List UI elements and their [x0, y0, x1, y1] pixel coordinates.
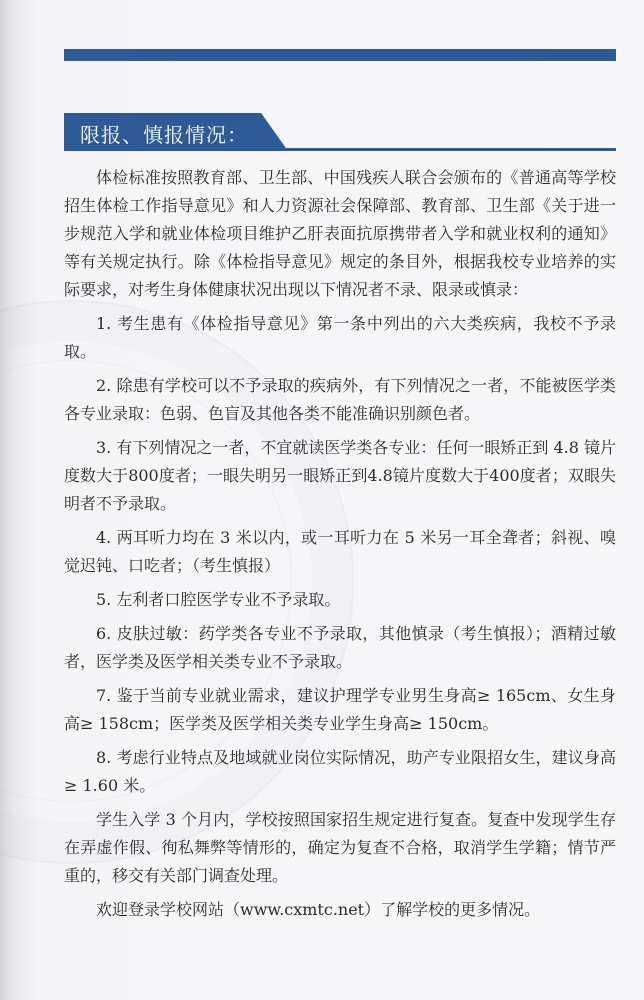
item-2: 2. 除患有学校可以不予录取的疾病外，有下列情况之一者，不能被医学类各专业录取：色弱、色盲及其他各类不能准确识别颜色者。: [64, 376, 616, 423]
item-8: 8. 考虑行业特点及地域就业岗位实际情况，助产专业限招女生，建议身高≥ 1.60 米。: [64, 748, 616, 795]
item-6: 6. 皮肤过敏：药学类各专业不予录取，其他慎录（考生慎报）；酒精过敏者，医学类及医学相关类专业不予录取。: [64, 624, 616, 671]
item-4: 4. 两耳听力均在 3 米以内，或一耳听力在 5 米另一耳全聋者；斜视、嗅觉迟钝、口吃者；（考生慎报）: [64, 528, 616, 575]
body-text: [64, 164, 616, 928]
intro-paragraph: 体检标准按照教育部、卫生部、中国残疾人联合会颁布的《普通高等学校招生体检工作指导意见》和人力资源社会保障部、教育部、卫生部《关于进一步规范入学和就业体检项目维护乙肝表面抗原携带者入学和就业权利的通知》等有关规定执行。除《体检指导意见》规定的条目外，根据我校专业培养的实际要求，对考生身体健康状况出现以下情况者不录、限录或慎录：: [64, 168, 616, 299]
section-title: 限报、慎报情况：: [80, 123, 248, 147]
item-3: 3. 有下列情况之一者，不宜就读医学类各专业：任何一眼矫正到 4.8 镜片度数大于800度者；一眼失明另一眼矫正到4.8镜片度数大于400度者；双眼失明者不予录取。: [64, 438, 616, 513]
recheck-paragraph: 学生入学 3 个月内，学校按照国家招生规定进行复查。复查中发现学生存在弄虚作假、徇私舞弊等情形的，确定为复查不合格，取消学生学籍；情节严重的，移交有关部门调查处理。: [64, 810, 616, 885]
item-1: 1. 考生患有《体检指导意见》第一条中列出的六大类疾病，我校不予录取。: [64, 314, 616, 361]
website-paragraph: 欢迎登录学校网站（www.cxmtc.net）了解学校的更多情况。: [96, 900, 541, 919]
item-5: 5. 左利者口腔医学专业不予录取。: [96, 590, 341, 609]
section-header: [64, 113, 616, 151]
header-rule-bar: [64, 49, 616, 61]
section-header-rule: [64, 148, 616, 151]
item-7: 7. 鉴于当前专业就业需求，建议护理学专业男生身高≥ 165cm、女生身高≥ 158cm；医学类及医学相关类专业学生身高≥ 150cm。: [64, 686, 616, 733]
